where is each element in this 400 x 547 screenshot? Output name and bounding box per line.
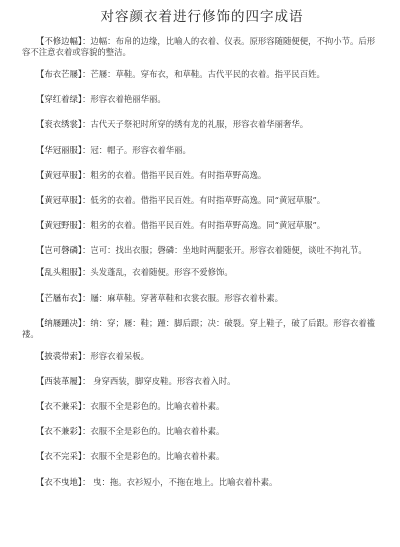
idiom-definition: ：芒屦：草鞋。穿布衣，和草鞋。古代平民的衣着。指平民百姓。	[82, 69, 325, 79]
idiom-definition: ：衣服不全是彩色的。比喻衣着朴素。	[82, 401, 225, 412]
idiom-entry	[22, 69, 382, 80]
idiom-entry	[22, 426, 382, 437]
idiom-definition: ：纳：穿；屦：鞋；踵：脚后跟；决：破裂。穿上鞋子，破了后跟。形容衣着褴褛。	[22, 317, 376, 339]
idiom-term: 【西装革履】	[36, 375, 83, 386]
idiom-definition: ：衣服不全是彩色的。比喻衣着朴素。	[82, 451, 225, 462]
idiom-definition: ：粗劣的衣着。借指平民百姓。有时指草野高逸。同“黄冠草服”。	[82, 220, 326, 231]
idiom-definition: ：边幅：布帛的边缘，比喻人的衣着、仪表。原形容随随便便，不拘小节。后形容不注意衣着或容貌的整洁。	[22, 36, 376, 57]
idiom-definition: ：头发蓬乱，衣着随便。形容不爱修饰。	[82, 267, 233, 278]
idiom-term: 【布衣芒屦】	[36, 69, 83, 79]
idiom-entry	[22, 318, 382, 340]
idiom-term: 【岂可磬磷】	[36, 245, 83, 256]
idiom-definition: ：粗劣的衣着。借指平民百姓。有时指草野高逸。	[82, 169, 267, 180]
idiom-term: 【乱头粗服】	[36, 267, 83, 278]
idiom-definition: ：屩：麻草鞋。穿著草鞋和衣裳衣服。形容衣着朴素。	[82, 292, 284, 303]
idiom-term: 【衣不兼采】	[36, 401, 83, 412]
idiom-entry	[22, 119, 382, 130]
idiom-term: 【衣不兼彩】	[36, 426, 83, 437]
idiom-definition: ：形容衣着艳丽华丽。	[82, 94, 166, 105]
idiom-term: 【黄冠草服】	[36, 169, 83, 180]
idiom-term: 【纳屦踵决】	[36, 317, 83, 328]
idiom-entry	[22, 293, 382, 304]
idiom-term: 【衣不曳地】	[36, 476, 83, 487]
idiom-definition: ：衣服不全是彩色的。比喻衣着朴素。	[82, 426, 225, 437]
idiom-entry	[22, 401, 382, 412]
idiom-definition: ：低劣的衣着。借指平民百姓。有时指草野高逸。同“黄冠草服”。	[82, 194, 326, 205]
idiom-term: 【华冠丽服】	[36, 144, 83, 155]
idiom-entry	[22, 245, 382, 256]
idiom-entry	[22, 267, 382, 278]
idiom-entry	[22, 220, 382, 231]
idiom-entry	[22, 145, 382, 156]
idiom-entry	[22, 195, 382, 206]
page-title: 对容颜衣着进行修饰的四字成语	[100, 9, 304, 25]
idiom-term: 【衮衣绣裳】	[36, 119, 83, 130]
idiom-definition: ：形容衣着呆板。	[82, 350, 150, 361]
idiom-definition: ： 身穿西装，脚穿皮鞋。形容衣着入时。	[82, 375, 236, 386]
idiom-entry	[22, 36, 382, 58]
idiom-entry	[22, 351, 382, 362]
idiom-definition: ：古代天子祭祀时所穿的绣有龙的礼服，形容衣着华丽奢华。	[82, 119, 309, 130]
idiom-term: 【黄冠草服】	[36, 194, 83, 205]
idiom-definition: ：岂可：找出衣服；磬磷：坐地时两腿张开。形容衣着随便，谈吐不拘礼节。	[82, 245, 367, 256]
idiom-entry	[22, 477, 382, 488]
idiom-definition: ： 曳：拖。衣衫短小，不拖在地上。比喻衣着朴素。	[82, 476, 278, 487]
idiom-entry	[22, 170, 382, 181]
idiom-term: 【衣不完采】	[36, 451, 83, 462]
idiom-definition: ：冠：帽子。形容衣着华丽。	[82, 144, 191, 155]
idiom-term: 【披裘带索】	[36, 350, 83, 361]
idiom-term: 【穿红着绿】	[36, 94, 83, 105]
idiom-term: 【芒屩布衣】	[36, 292, 83, 303]
idiom-entry	[22, 94, 382, 105]
idiom-term: 【不修边幅】	[36, 36, 83, 46]
idiom-list	[22, 36, 382, 488]
idiom-entry	[22, 376, 382, 387]
idiom-term: 【黄冠野服】	[36, 220, 83, 231]
idiom-entry	[22, 451, 382, 462]
